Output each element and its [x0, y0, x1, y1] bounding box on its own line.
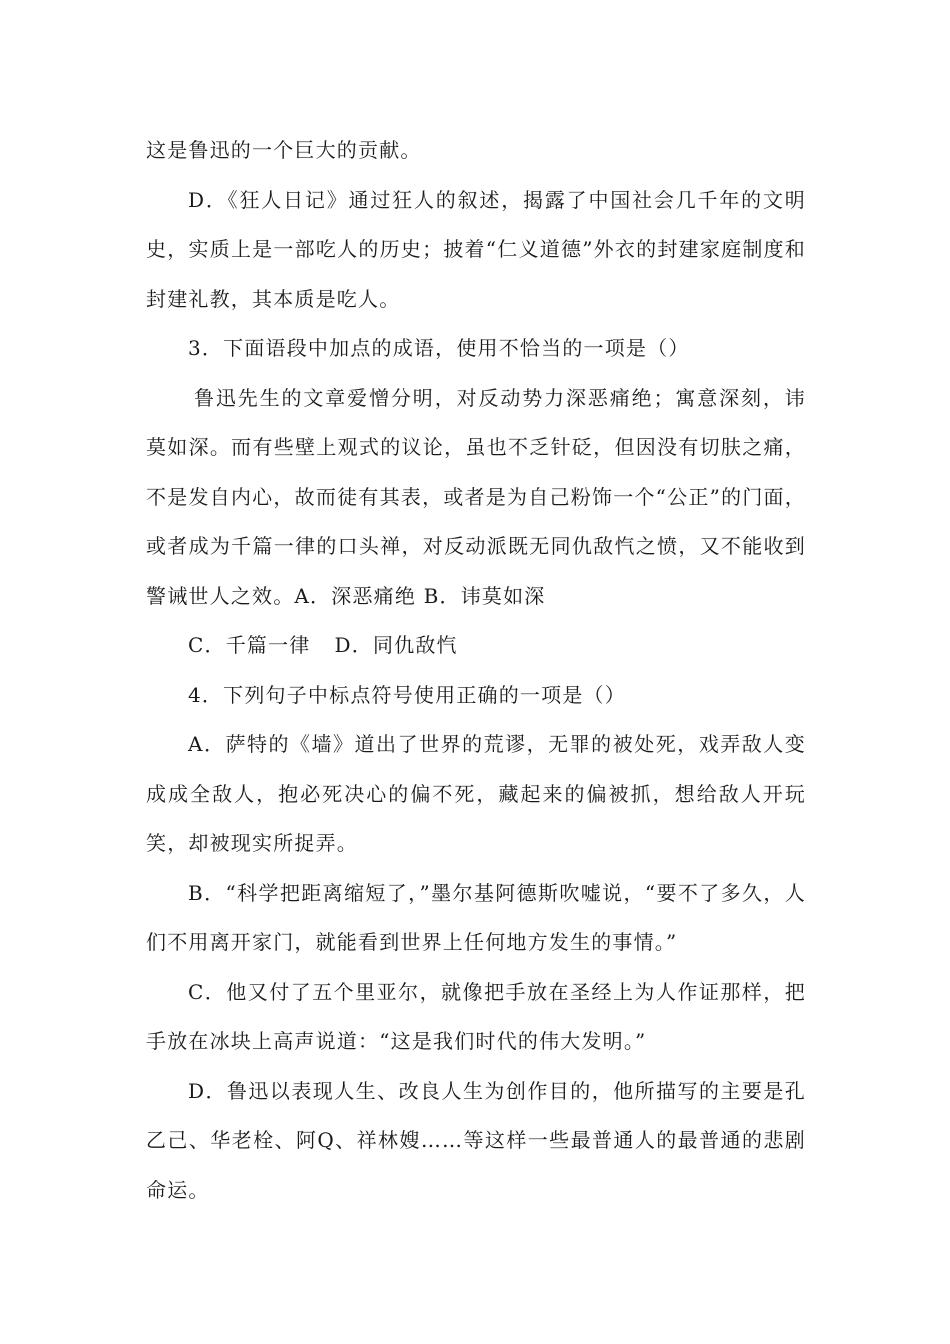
paragraph-continuation: 这是鲁迅的一个巨大的贡献。 — [146, 138, 422, 162]
option-d-paragraph: D．《狂人日记》通过狂人的叙述，揭露了中国社会几千年的文明史，实质上是一部吃人的历史；披着“仁义道德”外衣的封建家庭制度和封建礼教，其本质是吃人。 — [146, 187, 806, 311]
question-4-option-b: B．“科学把距离缩短了，”墨尔基阿德斯吹嘘说，“要不了多久，人们不用离开家门，就能看到世界上任何地方发生的事情。” — [146, 880, 806, 954]
question-3-options-cd — [146, 621, 806, 671]
question-3-passage: 鲁迅先生的文章爱憎分明，对反动势力深恶痛绝；寓意深刻，讳莫如深。而有些壁上观式的议论，虽也不乏针砭，但因没有切肤之痛，不是发自内心，故而徒有其表，或者是为自己粉饰一个“公正”的门面，或者成为千篇一律的口头禅，对反动派既无同仇敌忾之愤，又不能收到警诫世人之效。A．深恶痛绝 B．讳莫如深 — [146, 385, 806, 608]
question-4: 4．下列句子中标点符号使用正确的一项是（） — [188, 682, 626, 707]
option-d: D．同仇敌忾 — [334, 633, 458, 657]
question-4-option-c: C．他又付了五个里亚尔，就像把手放在圣经上为人作证那样，把手放在冰块上高声说道：“这是我们时代的伟大发明。” — [146, 979, 806, 1053]
question-3: 3．下面语段中加点的成语，使用不恰当的一项是（） — [188, 336, 690, 360]
question-4-option-d: D．鲁迅以表现人生、改良人生为创作目的，他所描写的主要是孔乙己、华老栓、阿Q、祥林嫂……等这样一些最普通人的最普通的悲剧命运。 — [146, 1078, 806, 1202]
question-4-option-a: A．萨特的《墙》道出了世界的荒谬，无罪的被处死，戏弄敌人变成成全敌人，抱必死决心的偏不死，藏起来的偏被抓，想给敌人开玩笑，却被现实所捉弄。 — [146, 732, 806, 855]
document-body — [146, 126, 806, 1215]
option-c: C．千篇一律 — [188, 633, 311, 657]
